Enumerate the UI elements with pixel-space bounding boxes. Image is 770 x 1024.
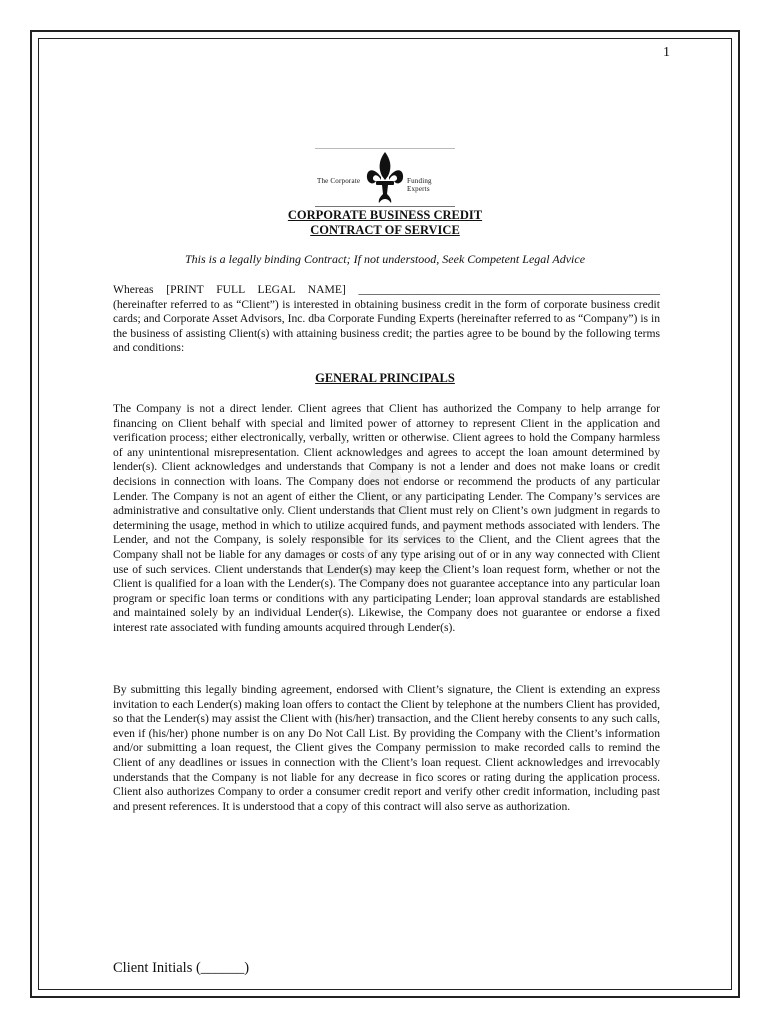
logo-rule-bottom bbox=[315, 206, 455, 207]
logo-text-right: Funding Experts bbox=[407, 177, 432, 193]
whereas-paragraph: Whereas [PRINT FULL LEGAL NAME] ____________________________________________________ (hereinafter referred to as “Client”) is interested in obtaining business credit in the form of corporate business credit cards; and Corporate Asset Advisors, Inc. dba Corporate Funding Experts (hereinafter referred to as “Company”) is in the business of assisting Client(s) with attaining business credit; the parties agree to be bound by the following terms and conditions: bbox=[113, 283, 660, 355]
section-heading: GENERAL PRINCIPALS bbox=[315, 371, 455, 385]
legal-notice-subtitle: This is a legally binding Contract; If not understood, Seek Competent Legal Advice bbox=[184, 252, 586, 266]
client-initials-field[interactable]: Client Initials (______) bbox=[113, 960, 250, 976]
fleur-de-lis-icon bbox=[363, 150, 407, 206]
logo-rule-top bbox=[315, 148, 455, 149]
company-logo bbox=[315, 146, 455, 208]
document-title-line2: CONTRACT OF SERVICE bbox=[310, 223, 460, 237]
general-principals-paragraph-1: The Company is not a direct lender. Client agrees that Client has authorized the Company to help arrange for financing on Client behalf with special and limited power of attorney to represent Client in the application and verification process; either electronically, verbally, written or otherwise. Client agrees to hold the Company harmless of any unintentional misrepresentation. Client acknowledges and agrees to accept the loan amount determined by lender(s). Client acknowledges and understands that Company is not a lender and does not make loans or credit decisions in connection with loans. The Company does not endorse or recommend the products of any particular Lender. The Company is not an agent of either the Client, or any participating Lender. The Company’s services are administrative and consultative only. Client understands that Client must rely on Client’s own judgment in regards to determining the usage, method in which to utilize acquired funds, and payment methods associated with lenders. The Lender, and not the Company, is solely responsible for its services to the Client, and the Client agrees that the Company shall not be liable for any damages or costs of any type arising out of or in any way connected with Client use of such services. Client understands that Lender(s) may keep the Client’s loan request form, whether or not the Client is qualified for a loan with the Lender(s). The Company does not guarantee acceptance into any particular loan program or specific loan terms or conditions with any participating Lender; loan approval standards are established and maintained solely by an individual Lender(s). Likewise, the Company does not guarantee or endorse a fixed interest rate associated with funding amounts acquired through Lender(s). bbox=[113, 402, 660, 634]
document-title-line1: CORPORATE BUSINESS CREDIT bbox=[287, 208, 483, 222]
logo-text-left: The Corporate bbox=[317, 177, 361, 185]
page-number: 1 bbox=[663, 45, 670, 60]
general-principals-paragraph-2: By submitting this legally binding agreement, endorsed with Client’s signature, the Client is extending an express invitation to each Lender(s) making loan offers to contact the Client by telephone at the numbers Client has provided, so that the Lender(s) may assist the Client with (his/her) transaction, and the Client hereby consents to any such calls, even if (his/her) phone number is on any Do Not Call List. By providing the Company with the Client’s information and/or submitting a loan request, the Client gives the Company permission to make recorded calls to remind the Client of any deadlines or issues in connection with the Client’s loan request. Client acknowledges and irrevocably understands that the Company is not liable for any decrease in fico scores or rating during the application process. Client also authorizes Company to order a consumer credit report and verify other credit information, including past and present references. It is understood that a copy of this contract will also serve as authorization. bbox=[113, 683, 660, 813]
